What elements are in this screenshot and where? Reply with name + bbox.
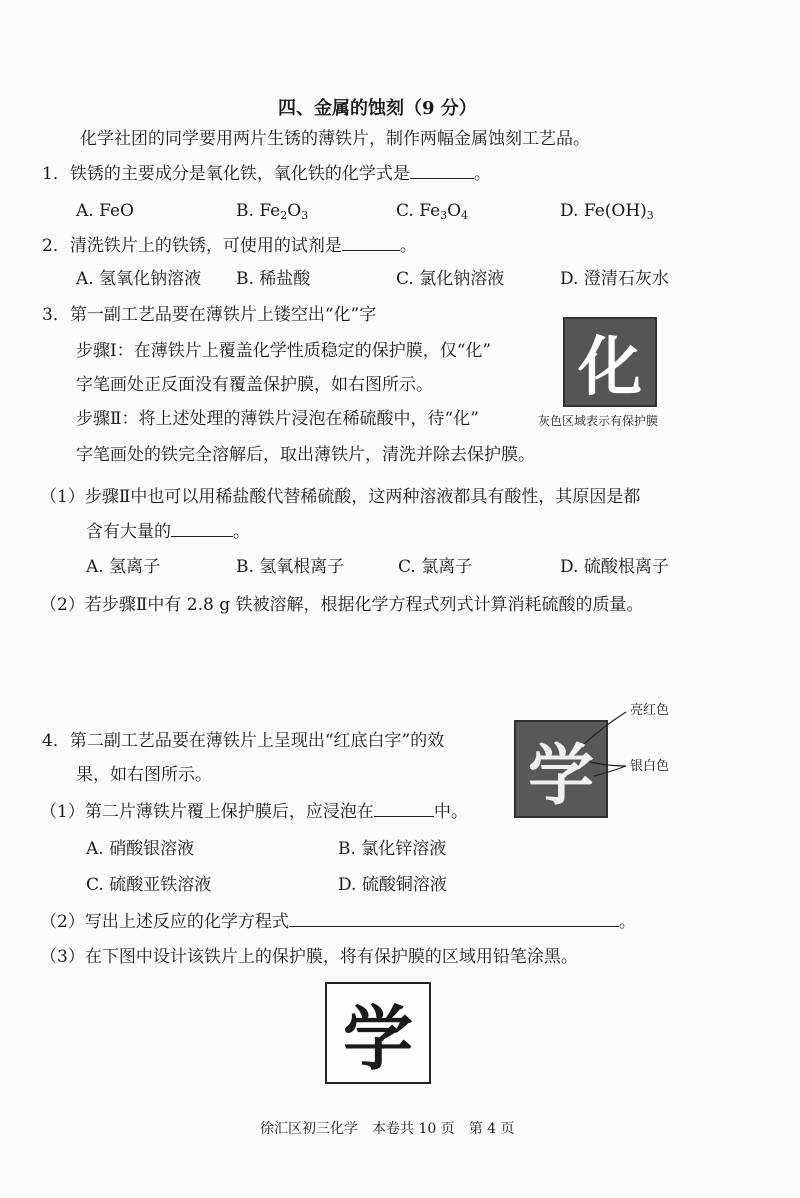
formula-subscript: 4 <box>461 209 469 222</box>
formula-subscript: 3 <box>646 209 654 222</box>
q4-label-bright-red: 亮红色 <box>630 703 670 718</box>
q1-option-letter: C. <box>396 201 420 221</box>
q3-sub2: （2）若步骤Ⅱ中有 2.8 g 铁被溶解，根据化学方程式列式计算消耗硫酸的质量。 <box>40 595 644 615</box>
q1-option-a[interactable] <box>76 200 134 222</box>
q2-answer-blank[interactable] <box>342 234 400 251</box>
formula-subscript: 3 <box>440 209 448 222</box>
formula-element: O <box>447 201 462 221</box>
q3-sub1-line2: 含有大量的 。 <box>86 522 250 542</box>
q4-sub2: （2）写出上述反应的化学方程式 。 <box>40 912 636 932</box>
q3-sub1-line1: （1）步骤Ⅱ中也可以用稀盐酸代替稀硫酸，这两种溶液都具有酸性，其原因是都 <box>40 487 641 507</box>
q1-stem: 1．铁锈的主要成分是氧化铁，氧化铁的化学式是 。 <box>42 164 491 184</box>
q3-sub1-option-d[interactable]: D. 硫酸根离子 <box>560 557 669 577</box>
q1-option-d[interactable] <box>560 200 654 222</box>
formula-element: Fe <box>419 201 441 221</box>
q4-sub1-option-a[interactable]: A. 硝酸银溶液 <box>86 839 195 859</box>
q4-sub1-option-c[interactable]: C. 硫酸亚铁溶液 <box>86 875 212 895</box>
q3-step1-line2: 字笔画处正反面没有覆盖保护膜，如右图所示。 <box>76 375 433 395</box>
formula-element: Fe <box>259 201 281 221</box>
formula-element: FeO <box>99 201 134 221</box>
q4-sub1-option-d[interactable]: D. 硫酸铜溶液 <box>338 875 447 895</box>
q2-option-c[interactable]: C. 氯化钠溶液 <box>396 269 505 289</box>
q3-stem: 3．第一副工艺品要在薄铁片上镂空出“化”字 <box>42 305 377 325</box>
q3-step2-line2: 字笔画处的铁完全溶解后，取出薄铁片，清洗并除去保护膜。 <box>76 445 535 465</box>
q1-option-letter: A. <box>76 201 100 221</box>
q4-sub2-answer-blank[interactable] <box>289 910 619 927</box>
q3-sub1-option-c[interactable]: C. 氯离子 <box>398 557 473 577</box>
section-title: 四、金属的蚀刻（9 分） <box>278 98 477 119</box>
q3-step1-line1: 步骤Ⅰ：在薄铁片上覆盖化学性质稳定的保护膜，仅“化” <box>76 341 492 361</box>
q2-option-b[interactable]: B. 稀盐酸 <box>236 269 311 289</box>
q2-option-a[interactable]: A. 氢氧化钠溶液 <box>76 269 202 289</box>
q4-sub1: （1）第二片薄铁片覆上保护膜后，应浸泡在 中。 <box>40 802 468 822</box>
formula-element: Fe(OH) <box>583 201 647 221</box>
formula-subscript: 3 <box>301 209 309 222</box>
q3-sub1-option-b[interactable]: B. 氢氧根离子 <box>236 557 345 577</box>
q1-option-letter: B. <box>236 201 260 221</box>
q1-option-letter: D. <box>560 201 584 221</box>
q2-stem: 2．清洗铁片上的铁锈，可使用的试剂是 。 <box>42 236 417 256</box>
q2-option-d[interactable]: D. 澄清石灰水 <box>560 269 669 289</box>
q4-stem-line1: 4．第二副工艺品要在薄铁片上呈现出“红底白字”的效 <box>42 731 445 751</box>
q3-figure-caption: 灰色区域表示有保护膜 <box>538 414 659 428</box>
q3-sub1-answer-blank[interactable] <box>171 520 233 537</box>
q4-figure-leader-lines <box>560 706 640 786</box>
q4-sub3: （3）在下图中设计该铁片上的保护膜，将有保护膜的区域用铅笔涂黑。 <box>40 947 578 967</box>
q4-figure-xue: 学 <box>514 720 608 818</box>
q1-option-b[interactable] <box>236 200 308 222</box>
q4-label-silver-white: 银白色 <box>630 759 670 774</box>
q4-sub1-option-b[interactable]: B. 氯化锌溶液 <box>338 839 447 859</box>
page-footer: 徐汇区初三化学 本卷共 10 页 第 4 页 <box>260 1121 515 1137</box>
q1-answer-blank[interactable] <box>410 162 474 179</box>
q4-stem-line2: 果，如右图所示。 <box>76 765 212 785</box>
q4-sub1-answer-blank[interactable] <box>374 800 434 817</box>
intro-text: 化学社团的同学要用两片生锈的薄铁片，制作两幅金属蚀刻工艺品。 <box>80 129 590 149</box>
formula-subscript: 2 <box>280 209 288 222</box>
q3-sub1-option-a[interactable]: A. 氢离子 <box>86 557 161 577</box>
q3-step2-line1: 步骤Ⅱ：将上述处理的薄铁片浸泡在稀硫酸中，待“化” <box>76 409 479 429</box>
q4-design-box[interactable]: 学 <box>325 982 431 1084</box>
q1-option-c[interactable] <box>396 200 468 222</box>
q3-figure-hua: 化 <box>563 317 657 407</box>
formula-element: O <box>287 201 302 221</box>
